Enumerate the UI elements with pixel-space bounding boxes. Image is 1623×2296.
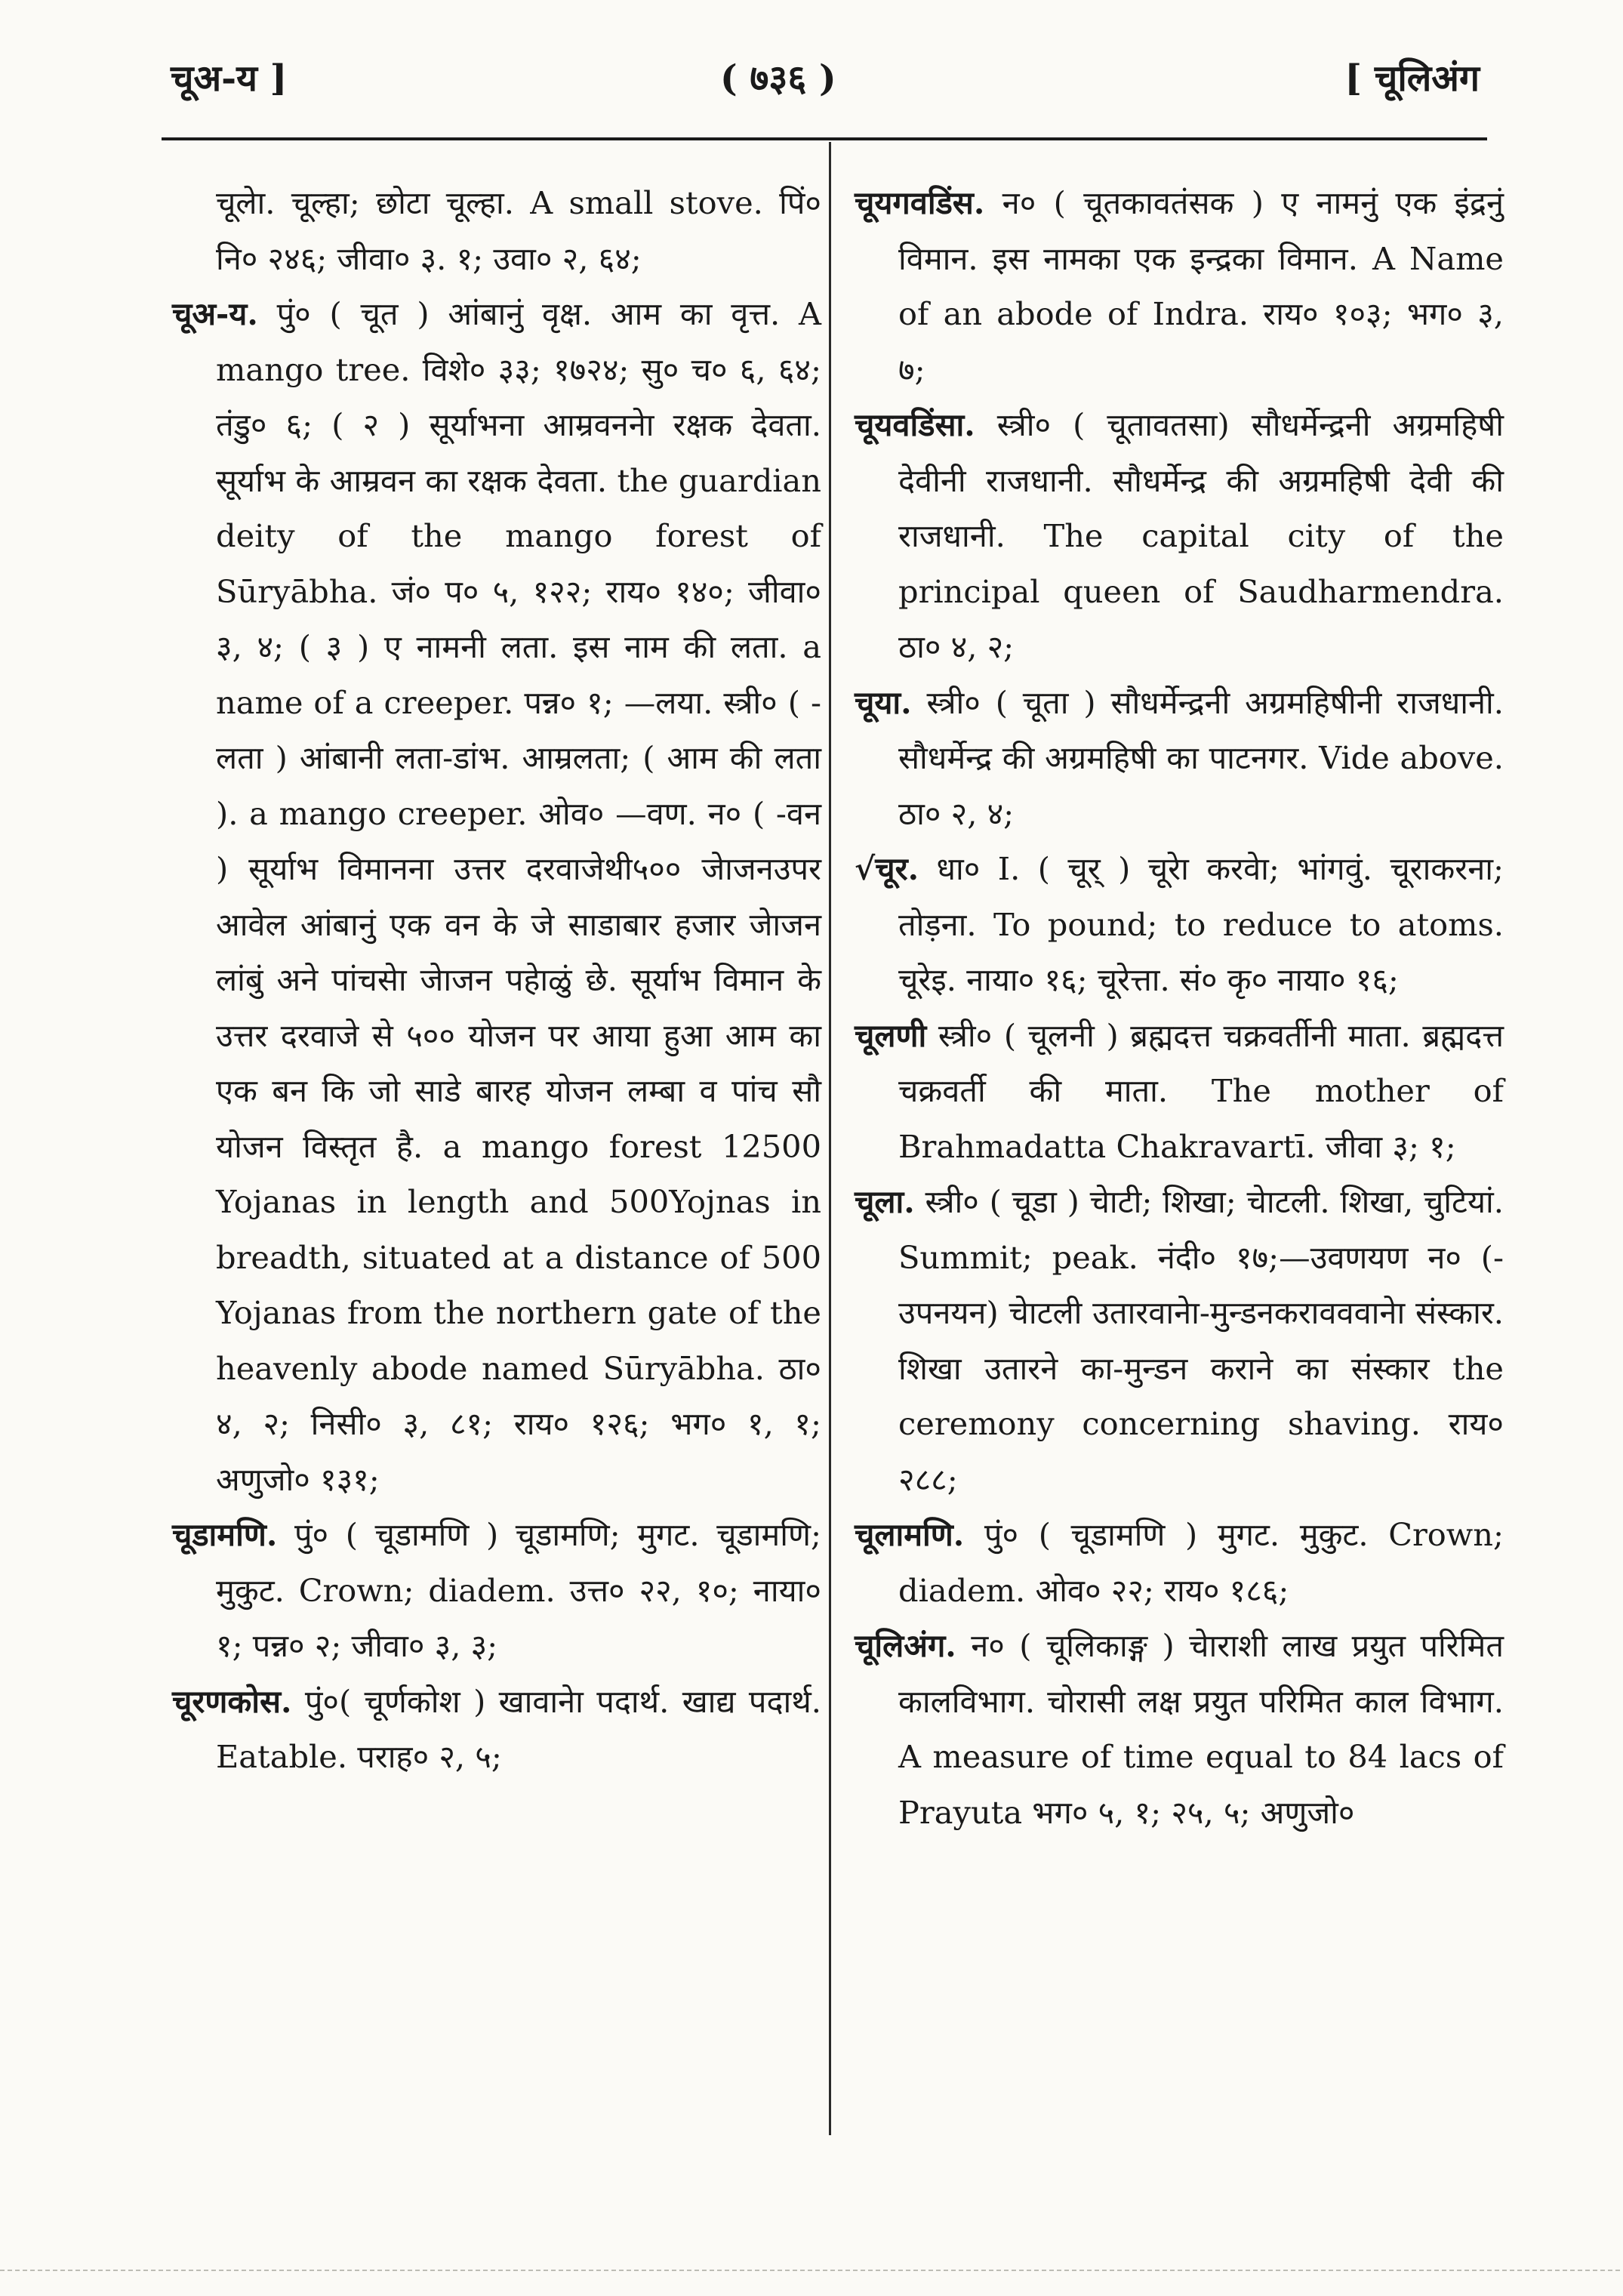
column-divider	[829, 142, 831, 2135]
dictionary-entry	[172, 1507, 821, 1674]
page-number: ( ७३६ )	[720, 57, 836, 100]
entry-text: स्त्री० ( चूलनी ) ब्रह्मदत्त चक्रवर्तीनी माता. ब्रह्मदत्त चक्रवर्ती की माता. The mother of Brahmadatta Chakravartī. जीवा ३; १;	[898, 1016, 1504, 1165]
entry-headword: चूरणकोस.	[172, 1682, 292, 1720]
entry-text: स्त्री० ( चूडा ) चेाटी; शिखा; चेाटली. शिखा, चुटियां. Summit; peak. नंदी० १७;—उवणयण न० (-उपनयन) चेाटली उतारवानेा-मुन्डनकरावववानेा संस्कार. शिखा उतारने का-मुन्डन कराने का संस्कार the ceremony concerning shaving. राय० २८८;	[898, 1183, 1504, 1498]
entry-text: पुं० ( चूडामणि ) मुगट. मुकुट. Crown; diadem. ओव० २२; राय० १८६;	[898, 1516, 1504, 1609]
entry-text: न० ( चूतकावतंसक ) ए नामनुं एक इंद्रनुं विमान. इस नामका एक इन्द्रका विमान. A Name of an abode of Indra. राय० १०३; भग० ३, ७;	[898, 184, 1504, 388]
entry-text: चूलेा. चूल्हा; छोटा चूल्हा. A small stove. पिं० नि० २४६; जीवा० ३. १; उवा० २, ६४;	[216, 184, 821, 277]
entry-text: स्त्री० ( चूतावतसा) सौधर्मेन्द्रनी अग्रमहिषी देवीनी राजधानी. सौधर्मेन्द्र की अग्रमहिषी देवी की राजधानी. The capital city of the principal queen of Saudharmendra. ठा० ४, २;	[898, 406, 1504, 665]
entry-text: पुं० ( चूडामणि ) चूडामणि; मुगट. चूडामणि; मुकुट. Crown; diadem. उत्त० २२, १०; नाया० १; पन्न० २; जीवा० ३, ३;	[216, 1516, 821, 1664]
page-header	[162, 47, 1487, 115]
entry-headword: चूयवडिंसा.	[855, 406, 975, 443]
dictionary-entry	[172, 175, 821, 286]
dictionary-entry	[855, 175, 1504, 397]
dictionary-entry	[855, 1008, 1504, 1175]
entry-headword: चूलामणि.	[855, 1516, 965, 1553]
page-bottom-edge	[0, 2270, 1623, 2271]
entry-text: पुं०( चूर्णकोश ) खावानेा पदार्थ. खाद्य पदार्थ. Eatable. पराह० २, ५;	[216, 1682, 821, 1775]
dictionary-entry	[172, 286, 821, 1507]
dictionary-entry	[855, 1174, 1504, 1507]
dictionary-entry	[855, 1618, 1504, 1840]
dictionary-entry	[855, 841, 1504, 1008]
entry-headword: चूलिअंग.	[855, 1627, 956, 1664]
entry-headword: चूअ-य.	[172, 295, 258, 332]
entry-headword: √चूर.	[855, 850, 919, 887]
dictionary-entry	[855, 675, 1504, 842]
header-right-guideword: [ चूलिअंग	[1344, 57, 1480, 100]
entry-text: पुं० ( चूत ) आंबानुं वृक्ष. आम का वृत्त. A mango tree. विशे० ३३; १७२४; सु० च० ६, ६४; तंडु० ६; ( २ ) सूर्याभना आम्रवननेा रक्षक देवता. सूर्याभ के आम्रवन का रक्षक देवता. the guardian deity of the mango forest of Sūryābha. जं० प० ५, १२२; राय० १४०; जीवा० ३, ४; ( ३ ) ए नामनी लता. इस नाम की लता. a name of a creeper. पन्न० १; —लया. स्त्री० ( -लता ) आंबानी लता-डांभ. आम्रलता; ( आम की लता ). a mango creeper. ओव० —वण. न० ( -वन ) सूर्याभ विमानना उत्तर दरवाजेथी५०० जेाजनउपर आवेल आंबानुं एक वन के जे साडाबार हजार जेाजन लांबुं अने पांचसेा जेाजन पहेाळुं छे. सूर्याभ विमान के उत्तर दरवाजे से ५०० योजन पर आया हुआ आम का एक बन कि जो साडे बारह योजन लम्बा व पांच सौ योजन विस्तृत है. a mango forest 12500 Yojanas in length and 500Yojnas in breadth, situated at a distance of 500 Yojanas from the northern gate of the heavenly abode named Sūryābha. ठा० ४, २; निसी० ३, ८१; राय० १२६; भग० १, १; अणुजो० १३१;	[216, 295, 821, 1498]
entry-headword: चूडामणि.	[172, 1516, 278, 1553]
entry-headword: चूलणी	[855, 1016, 927, 1054]
entry-text: स्त्री० ( चूता ) सौधर्मेन्द्रनी अग्रमहिषीनी राजधानी. सौधर्मेन्द्र की अग्रमहिषी का पाटनगर. Vide above. ठा० २, ४;	[898, 683, 1504, 832]
entry-headword: चूला.	[855, 1183, 915, 1220]
entry-headword: चूयगवडिंस.	[855, 184, 985, 221]
dictionary-entry	[172, 1674, 821, 1785]
dictionary-entry	[855, 1507, 1504, 1618]
dictionary-entry	[855, 397, 1504, 675]
entry-headword: चूया.	[855, 683, 912, 721]
right-column	[855, 175, 1504, 1840]
entry-text: न० ( चूलिकाङ्ग ) चेाराशी लाख प्रयुत परिमित कालविभाग. चोरासी लक्ष प्रयुत परिमित काल विभाग. A measure of time equal to 84 lacs of Prayuta भग० ५, १; २५, ५; अणुजो०	[898, 1627, 1504, 1831]
left-column	[172, 175, 821, 1785]
header-left-guideword: चूअ-य ]	[171, 57, 288, 100]
entry-text: धा० I. ( चूर् ) चूरेा करवेा; भांगवुं. चूराकरना; तोड़ना. To pound; to reduce to atoms. चूरेइ. नाया० १६; चूरेत्ता. सं० कृ० नाया० १६;	[898, 850, 1504, 998]
header-rule	[162, 137, 1487, 140]
